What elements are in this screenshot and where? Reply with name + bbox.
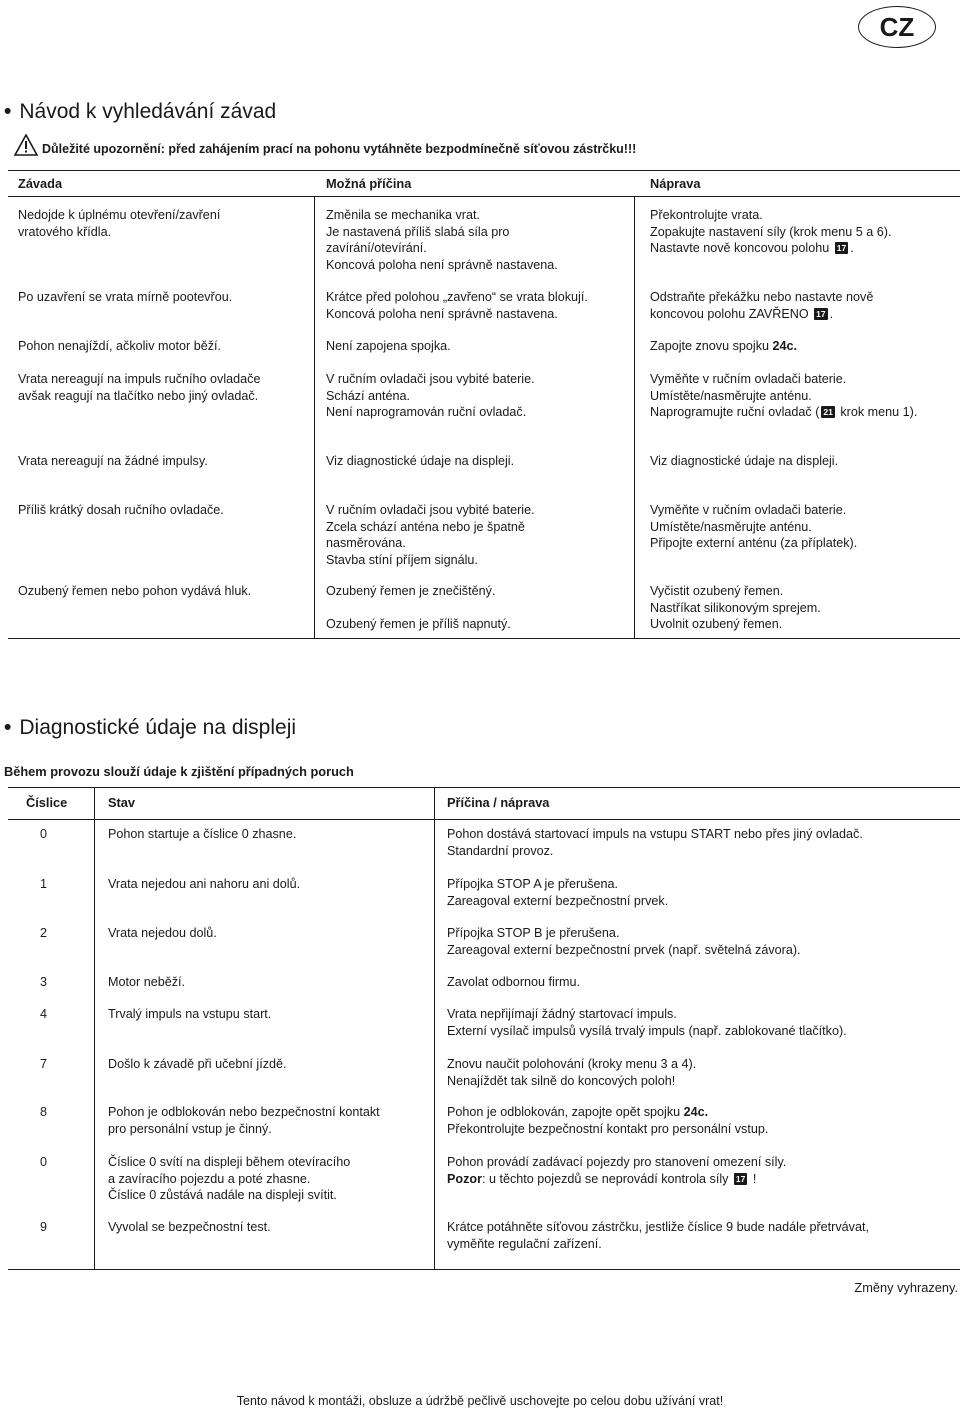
table1-header-fault: Závada [18, 176, 63, 191]
section-title-diagnostics [4, 716, 296, 740]
diag-digit: 1 [40, 877, 48, 891]
table2-col-divider-2 [434, 787, 435, 1269]
diag-state: Trvalý impuls na vstupu start. [108, 1007, 272, 1021]
warning-triangle-icon [14, 134, 38, 156]
diag-digit: 0 [40, 827, 48, 841]
table1-bottom-rule [8, 638, 960, 639]
diag-digit: 0 [40, 1155, 48, 1169]
table2-header-state: Stav [108, 795, 136, 810]
table-row-fault: Ozubený řemen nebo pohon vydává hluk. [18, 584, 252, 598]
diag-digit: 8 [40, 1105, 48, 1119]
table-row-fix: Překontrolujte vrata. Zopakujte nastavení síly (krok menu 5 a 6). Nastavte nově koncovou polohu 17 . [650, 208, 892, 255]
table-row-fix: Vyčistit ozubený řemen. Nastříkat silikonovým sprejem. Uvolnit ozubený řemen. [650, 584, 821, 631]
table-row-fault: Pohon nenajíždí, ačkoliv motor běží. [18, 339, 222, 353]
diag-state: Došlo k závadě při učební jízdě. [108, 1057, 287, 1071]
section-title-text: Diagnostické údaje na displeji [19, 716, 297, 739]
table2-header-rule [8, 819, 960, 820]
bullet-icon: • [4, 716, 12, 739]
table-row-cause: Viz diagnostické údaje na displeji. [326, 454, 515, 468]
table1-col-divider-2 [634, 196, 635, 638]
diag-digit: 2 [40, 926, 48, 940]
table-row-cause: V ručním ovladači jsou vybité baterie. Schází anténa. Není naprogramován ruční ovladač. [326, 372, 535, 419]
diag-state: Pohon startuje a číslice 0 zhasne. [108, 827, 297, 841]
section2-subtitle: Během provozu slouží údaje k zjištění případných poruch [4, 764, 354, 779]
section-title-text: Návod k vyhledávání závad [19, 100, 277, 123]
table-row-cause: V ručním ovladači jsou vybité baterie. Zcela schází anténa nebo je špatně nasměrována. Stavba stíní příjem signálu. [326, 503, 535, 567]
diag-digit: 7 [40, 1057, 48, 1071]
table1-header-rule [8, 196, 960, 197]
table1-header-cause: Možná příčina [326, 176, 412, 191]
table-row-cause: Krátce před polohou „zavřeno“ se vrata blokují. Koncová poloha není správně nastavena. [326, 290, 588, 321]
table1-top-rule [8, 170, 960, 171]
diag-cause: Přípojka STOP B je přerušena. Zareagoval externí bezpečnostní prvek (např. světelná závora). [447, 926, 801, 957]
bullet-icon: • [4, 100, 12, 123]
diag-cause: Krátce potáhněte síťovou zástrčku, jestliže číslice 9 bude nadále přetrvávat, vyměňte regulační zařízení. [447, 1220, 869, 1251]
language-badge: CZ [858, 6, 936, 48]
table2-header-cause: Příčina / náprava [447, 795, 550, 810]
diag-cause: Přípojka STOP A je přerušena. Zareagoval externí bezpečnostní prvek. [447, 877, 669, 908]
table1-col-divider-1 [314, 196, 315, 638]
changes-note: Změny vyhrazeny. [854, 1280, 958, 1295]
ref-17-icon: 17 [735, 1173, 746, 1184]
diag-state: Pohon je odblokován nebo bezpečnostní kontakt pro personální vstup je činný. [108, 1105, 380, 1136]
ref-17-icon: 17 [816, 308, 826, 319]
warning-line [14, 134, 636, 156]
table1-header-fix: Náprava [650, 176, 701, 191]
diag-digit: 4 [40, 1007, 48, 1021]
table-row-fix: Odstraňte překážku nebo nastavte nově koncovou polohu ZAVŘENO 17 . [650, 290, 874, 321]
diag-digit: 9 [40, 1220, 48, 1234]
table2-top-rule [8, 787, 960, 788]
section-title-troubleshooting [4, 100, 276, 124]
diag-cause: Znovu naučit polohování (kroky menu 3 a 4). Nenajíždět tak silně do koncových poloh! [447, 1057, 697, 1088]
diag-state: Vrata nejedou dolů. [108, 926, 217, 940]
diag-state: Vyvolal se bezpečnostní test. [108, 1220, 271, 1234]
table-row-fix: Vyměňte v ručním ovladači baterie. Umístěte/nasměrujte anténu. Připojte externí anténu (za příplatek). [650, 503, 858, 550]
diag-state: Vrata nejedou ani nahoru ani dolů. [108, 877, 301, 891]
diag-cause: Zavolat odbornou firmu. [447, 975, 581, 989]
diag-state: Motor neběží. [108, 975, 186, 989]
diag-state: Číslice 0 svítí na displeji během otevíracího a zavíracího pojezdu a poté zhasne. Číslice 0 zůstává nadále na displeji svítit. [108, 1155, 351, 1202]
diag-cause: Pohon dostává startovací impuls na vstupu START nebo přes jiný ovladač. Standardní provoz. [447, 827, 863, 858]
table2-bottom-rule [8, 1269, 960, 1270]
table-row-fault: Nedojde k úplnému otevření/zavření vratového křídla. [18, 208, 221, 239]
table2-col-divider-1 [94, 787, 95, 1269]
diag-cause: Pohon provádí zadávací pojezdy pro stanovení omezení síly. Pozor: u těchto pojezdů se neprovádí kontrola síly 17 ! [447, 1155, 787, 1186]
table-row-cause: Ozubený řemen je znečištěný. Ozubený řemen je příliš napnutý. [326, 584, 511, 631]
diag-cause: Vrata nepřijímají žádný startovací impuls. Externí vysílač impulsů vysílá trvalý impuls (např. zablokované tlačítko). [447, 1007, 847, 1038]
table-row-fault: Příliš krátký dosah ručního ovladače. [18, 503, 224, 517]
diag-cause: Pohon je odblokován, zapojte opět spojku 24c. Překontrolujte bezpečnostní kontakt pro personální vstup. [447, 1105, 769, 1136]
footer-note: Tento návod k montáži, obsluze a údržbě pečlivě uschovejte po celou dobu užívání vrat! [236, 1394, 724, 1408]
table-row-fix: Zapojte znovu spojku 24c. [650, 339, 798, 353]
diag-digit: 3 [40, 975, 48, 989]
warning-text: Důležité upozornění: před zahájením prací na pohonu vytáhněte bezpodmínečně síťovou zástrčku!!! [42, 142, 637, 156]
table-row-fault: Vrata nereagují na impuls ručního ovladače avšak reagují na tlačítko nebo jiný ovladač. [18, 372, 261, 403]
table-row-fault: Po uzavření se vrata mírně pootevřou. [18, 290, 233, 304]
table2-header-digit: Číslice [26, 795, 68, 810]
ref-21-icon: 21 [823, 407, 833, 417]
ref-17-icon: 17 [836, 243, 847, 253]
table-row-fault: Vrata nereagují na žádné impulsy. [18, 454, 208, 468]
table-row-fix: Vyměňte v ručním ovladači baterie. Umístěte/nasměrujte anténu. Naprogramujte ruční ovladač ( 21 krok menu 1). [650, 372, 918, 419]
table-row-cause: Změnila se mechanika vrat. Je nastavená příliš slabá síla pro zavírání/otevírání. Koncová poloha není správně nastavena. [326, 208, 558, 272]
table-row-cause: Není zapojena spojka. [326, 339, 451, 353]
table-row-fix: Viz diagnostické údaje na displeji. [650, 454, 839, 468]
